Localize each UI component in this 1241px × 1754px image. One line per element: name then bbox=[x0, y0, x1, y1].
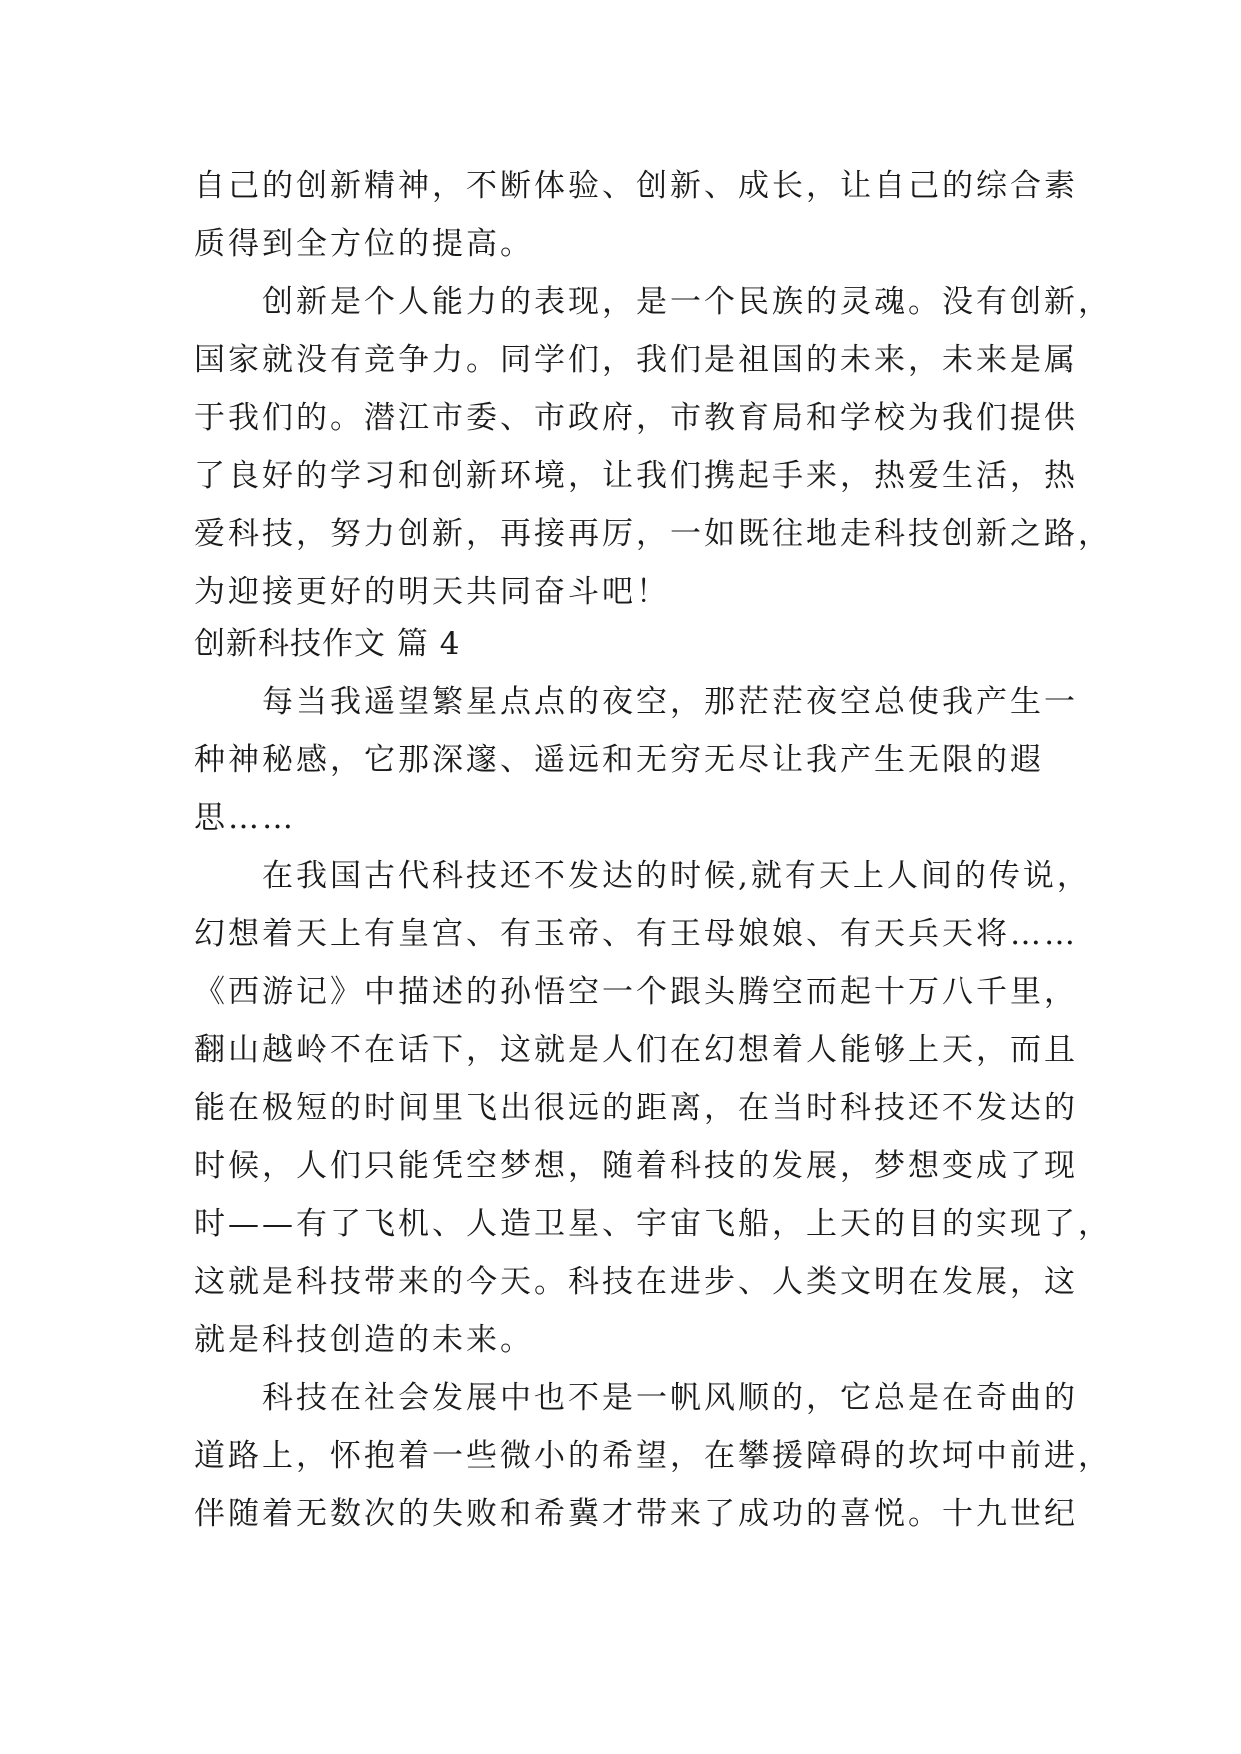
section-heading: 创新科技作文 篇 4 bbox=[194, 626, 461, 662]
paragraph-line: 创新是个人能力的表现，是一个民族的灵魂。没有创新， bbox=[194, 284, 1112, 320]
paragraph-line: 每当我遥望繁星点点的夜空，那茫茫夜空总使我产生一 bbox=[194, 684, 1078, 720]
paragraph-line: 思…… bbox=[194, 800, 296, 836]
paragraph-line: 时——有了飞机、人造卫星、宇宙飞船，上天的目的实现了， bbox=[194, 1206, 1112, 1242]
paragraph-line: 于我们的。潜江市委、市政府，市教育局和学校为我们提供 bbox=[194, 400, 1078, 436]
paragraph-line: 时候，人们只能凭空梦想，随着科技的发展，梦想变成了现 bbox=[194, 1148, 1078, 1184]
paragraph-line: 爱科技，努力创新，再接再厉，一如既往地走科技创新之路， bbox=[194, 516, 1112, 552]
paragraph-line: 翻山越岭不在话下，这就是人们在幻想着人能够上天，而且 bbox=[194, 1032, 1078, 1068]
paragraph-line: 能在极短的时间里飞出很远的距离，在当时科技还不发达的 bbox=[194, 1090, 1078, 1126]
paragraph-line: 伴随着无数次的失败和希冀才带来了成功的喜悦。十九世纪 bbox=[194, 1496, 1078, 1532]
paragraph-line: 了良好的学习和创新环境，让我们携起手来，热爱生活，热 bbox=[194, 458, 1078, 494]
paragraph-line: 幻想着天上有皇宫、有玉帝、有王母娘娘、有天兵天将…… bbox=[194, 916, 1078, 952]
paragraph-line: 在我国古代科技还不发达的时候,就有天上人间的传说， bbox=[194, 858, 1091, 894]
paragraph-line: 这就是科技带来的今天。科技在进步、人类文明在发展，这 bbox=[194, 1264, 1078, 1300]
paragraph-line: 为迎接更好的明天共同奋斗吧！ bbox=[194, 574, 670, 610]
paragraph-line: 科技在社会发展中也不是一帆风顺的，它总是在奇曲的 bbox=[194, 1380, 1078, 1416]
paragraph-line: 质得到全方位的提高。 bbox=[194, 226, 534, 262]
paragraph-line: 种神秘感，它那深邃、遥远和无穷无尽让我产生无限的遐 bbox=[194, 742, 1044, 778]
paragraph-line: 自己的创新精神，不断体验、创新、成长，让自己的综合素 bbox=[194, 168, 1078, 204]
paragraph-line: 就是科技创造的未来。 bbox=[194, 1322, 534, 1358]
paragraph-line: 国家就没有竞争力。同学们，我们是祖国的未来，未来是属 bbox=[194, 342, 1078, 378]
paragraph-line: 《西游记》中描述的孙悟空一个跟头腾空而起十万八千里， bbox=[194, 974, 1078, 1010]
paragraph-line: 道路上，怀抱着一些微小的希望，在攀援障碍的坎坷中前进， bbox=[194, 1438, 1112, 1474]
